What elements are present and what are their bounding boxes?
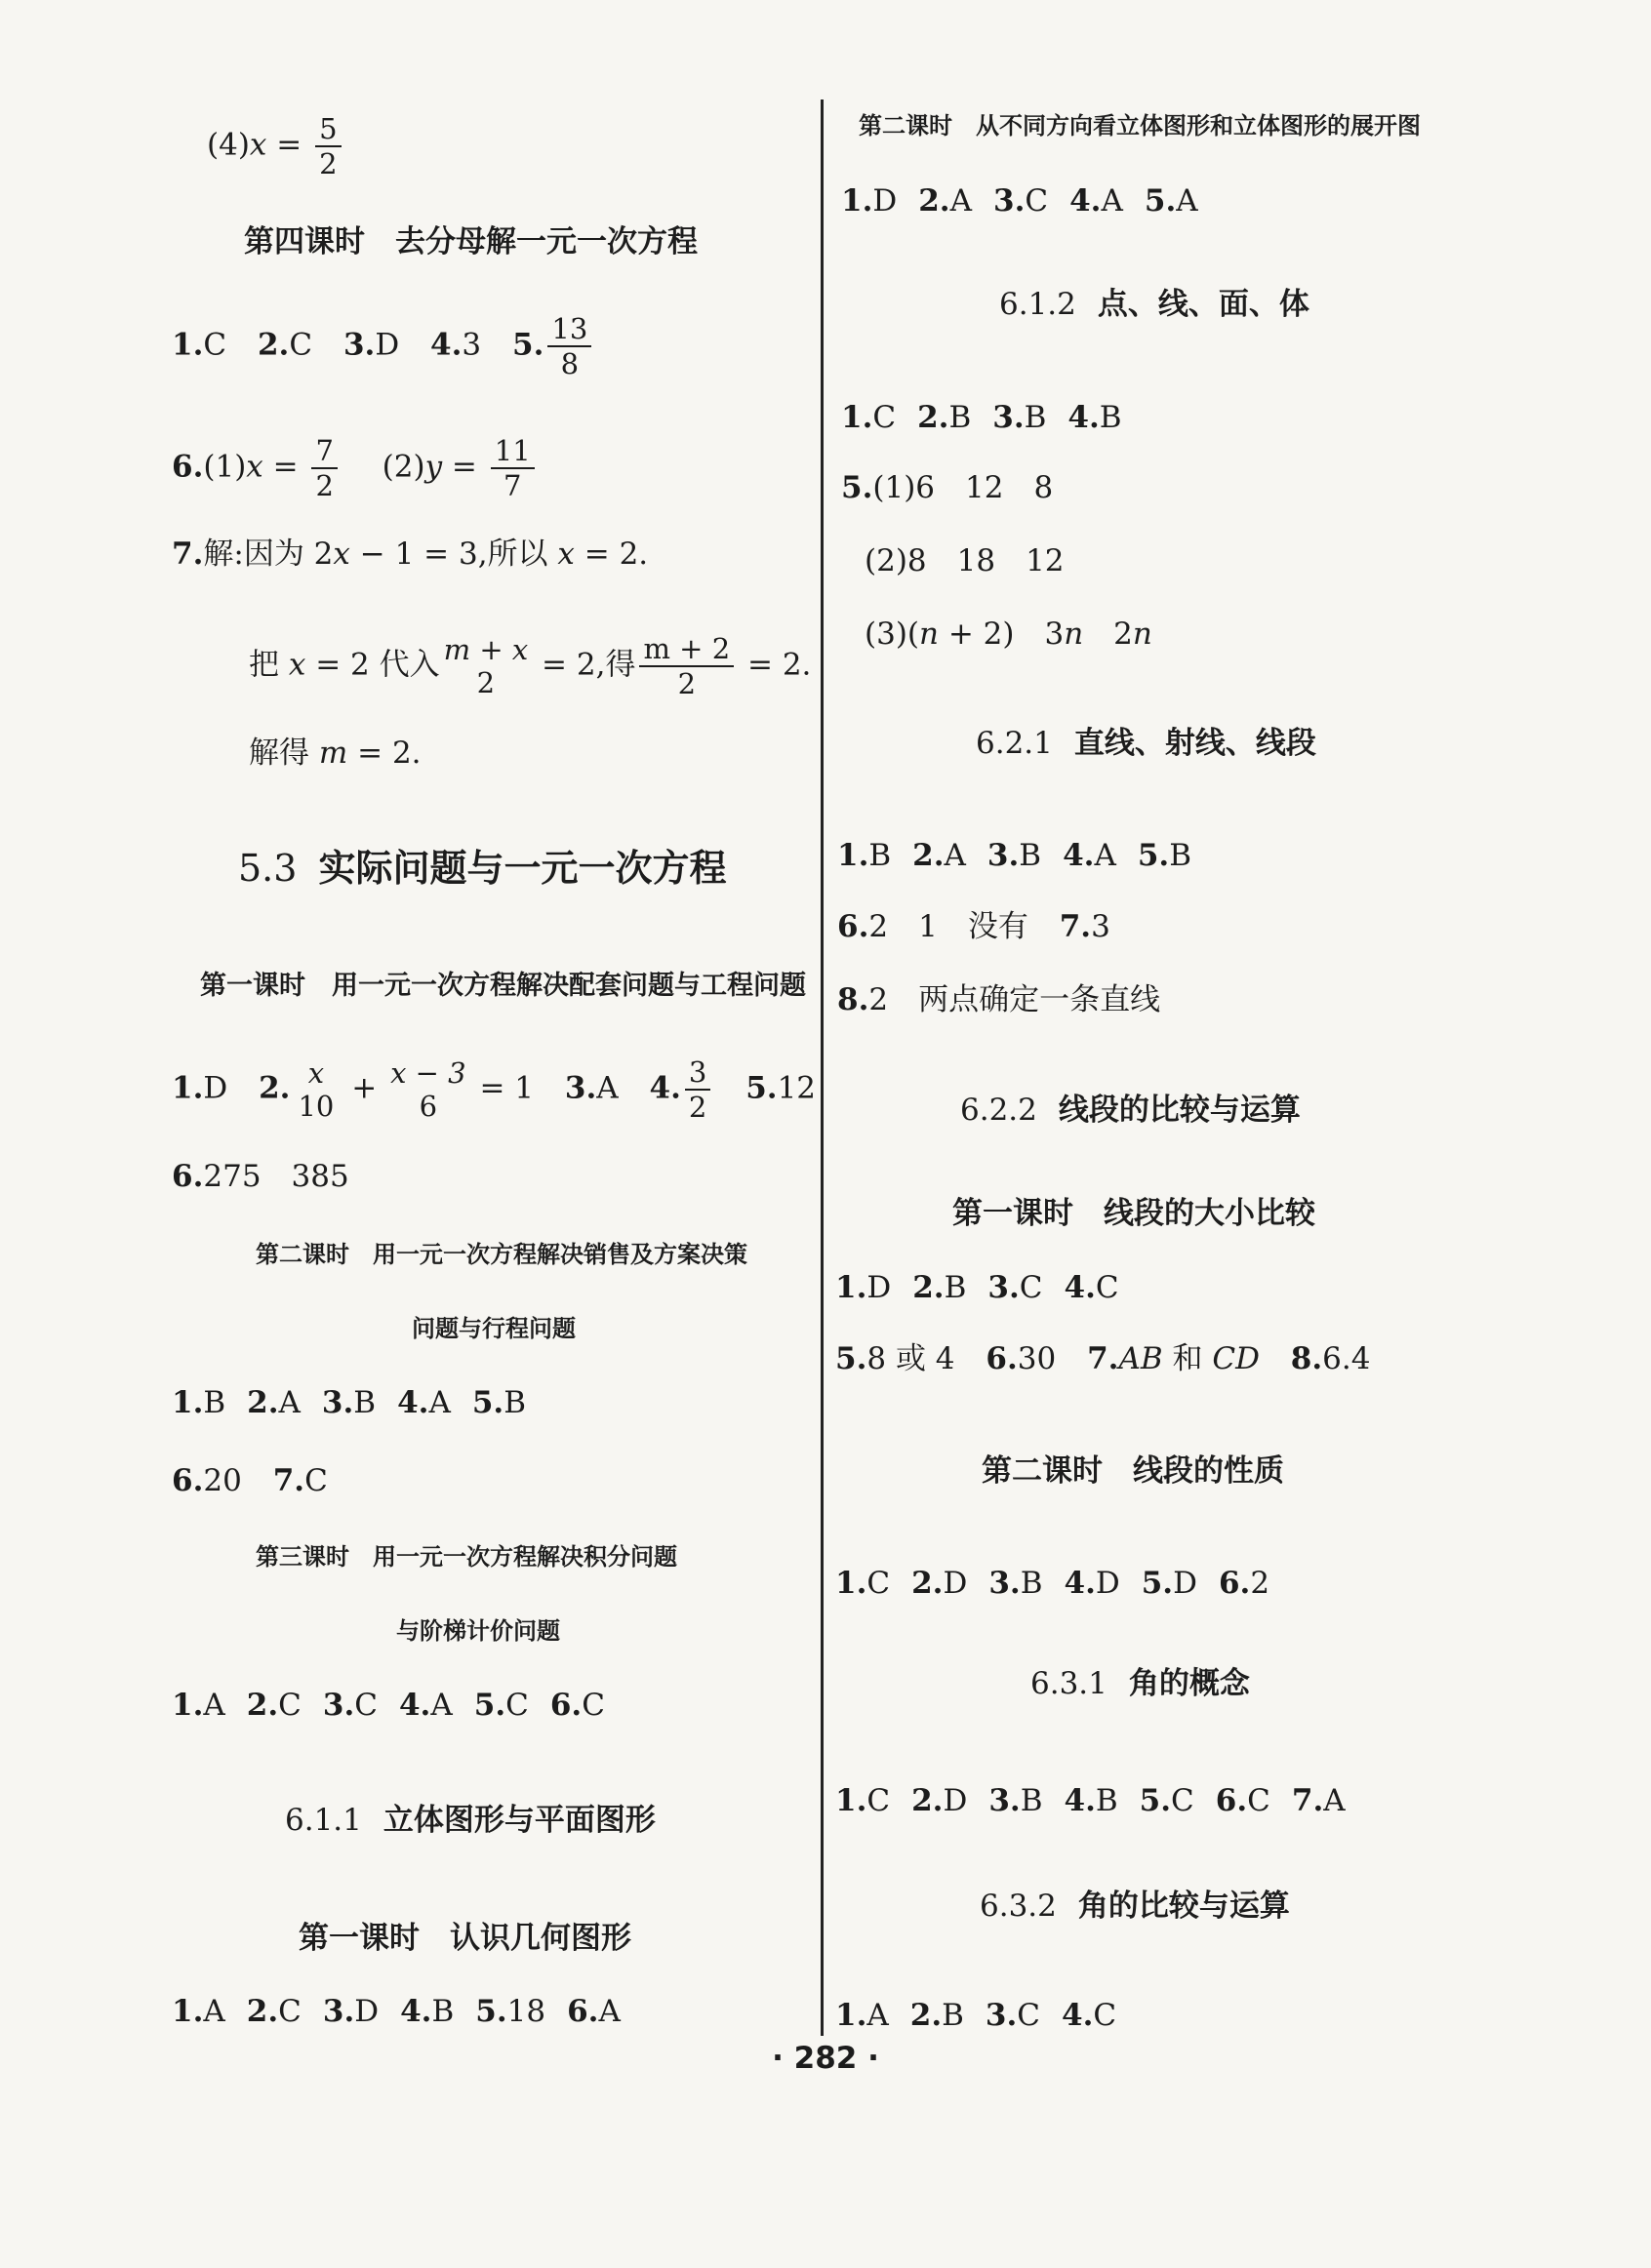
denominator: 2 — [476, 666, 496, 699]
answer: C — [278, 1688, 302, 1723]
lesson-heading: 第二课时 用一元一次方程解决销售及方案决策 — [256, 1241, 747, 1268]
text: = 2,得 — [532, 647, 636, 683]
answer-line — [172, 1992, 621, 2031]
text: − 1 = 3,所以 — [349, 537, 558, 572]
answer: C — [1247, 1783, 1270, 1818]
answer: 6.4 — [1322, 1341, 1371, 1376]
question-number: 2. — [257, 327, 290, 363]
answer: A — [1323, 1783, 1346, 1818]
section-heading — [999, 285, 1309, 324]
question-number: 8. — [1290, 1341, 1323, 1376]
question-number: 1. — [835, 1783, 867, 1818]
numerator: 13 — [547, 312, 591, 347]
answer-line — [172, 1055, 816, 1124]
fraction — [491, 434, 535, 502]
question-number: 1. — [841, 400, 873, 435]
lesson-heading: 第一课时 线段的大小比较 — [952, 1196, 1315, 1231]
answer: D — [375, 327, 400, 363]
answer: D — [943, 1566, 968, 1601]
question-number: 4. — [649, 1070, 681, 1106]
answer: B — [353, 1385, 377, 1420]
page-number: · 282 · — [772, 2041, 879, 2076]
answer: A — [203, 1688, 225, 1723]
answer-line — [837, 907, 1110, 946]
answer: 20 — [203, 1463, 242, 1498]
denominator: 2 — [319, 147, 338, 180]
answer: A — [949, 183, 972, 219]
text: 解:因为 2 — [203, 537, 334, 572]
section-number: 5.3 — [238, 847, 298, 890]
denominator: 2 — [677, 667, 697, 700]
question-number: 6. — [172, 449, 204, 485]
text: 解得 — [249, 736, 319, 771]
question-number: 3. — [987, 1270, 1020, 1305]
section-heading — [980, 1887, 1290, 1926]
question-number: 7. — [1087, 1341, 1119, 1376]
section-heading — [285, 1801, 656, 1840]
section-heading — [238, 845, 726, 892]
fraction — [639, 632, 734, 700]
section-title: 线段的比较与运算 — [1058, 1093, 1301, 1128]
fraction — [547, 312, 591, 380]
answer-line — [835, 1268, 1119, 1307]
answer: B — [1020, 1566, 1043, 1601]
answer: (1)6 12 8 — [872, 470, 1054, 505]
question-number: 3. — [321, 1385, 354, 1420]
answer: 12 — [777, 1070, 817, 1106]
question-number: 4. — [1064, 1566, 1096, 1601]
answer: A — [278, 1385, 301, 1420]
numerator: 5 — [315, 112, 341, 147]
answer-line — [835, 1564, 1269, 1603]
answer: C — [505, 1688, 529, 1723]
question-number: 6. — [1215, 1783, 1248, 1818]
numerator: 3 — [685, 1055, 710, 1091]
answer: C — [1017, 1998, 1041, 2033]
question-number: 3. — [988, 1783, 1021, 1818]
answer: D — [1095, 1566, 1120, 1601]
item-label: (4) — [207, 127, 250, 163]
answer-5-line-3 — [865, 615, 1152, 654]
answer: A — [598, 1994, 621, 2029]
answer: 2 两点确定一条直线 — [868, 982, 1161, 1017]
lesson-heading: 第四课时 去分母解一元一次方程 — [244, 224, 698, 259]
answer: B — [1019, 838, 1042, 873]
answer: C — [1093, 1998, 1117, 2033]
variable: n — [1132, 617, 1152, 652]
variable: m — [318, 736, 348, 771]
text: = 2. — [574, 537, 649, 572]
answer-line — [835, 1996, 1116, 2035]
answer: 2 1 没有 — [868, 909, 1028, 944]
answer: C — [866, 1783, 891, 1818]
question-number: 5. — [1137, 838, 1170, 873]
question-number: 3. — [992, 400, 1025, 435]
answer: D — [866, 1270, 892, 1305]
question-number: 7. — [272, 1463, 305, 1498]
text: = 2. — [738, 647, 812, 683]
equals: = — [442, 449, 487, 485]
question-number: 1. — [841, 183, 873, 219]
question-number: 4. — [400, 1994, 432, 2029]
answer-line — [172, 1383, 526, 1422]
answer: D — [354, 1994, 380, 2029]
fraction — [390, 1056, 466, 1123]
variable: y — [424, 449, 443, 485]
question-number: 4. — [1064, 1270, 1096, 1305]
answer: C — [866, 1566, 891, 1601]
section-title: 实际问题与一元一次方程 — [318, 847, 727, 890]
question-number: 5. — [835, 1341, 867, 1376]
question-number: 5. — [471, 1385, 504, 1420]
answer: A — [866, 1998, 889, 2033]
question-number: 1. — [172, 327, 204, 363]
question-number: 3. — [322, 1688, 355, 1723]
answer-line — [835, 1781, 1346, 1820]
section-number: 6.3.2 — [980, 1889, 1057, 1924]
question-number: 3. — [322, 1994, 355, 2029]
answer-line — [841, 398, 1122, 437]
numerator: 7 — [311, 434, 337, 469]
question-number: 3. — [988, 1566, 1021, 1601]
section-number: 6.2.2 — [960, 1093, 1037, 1128]
answer: D — [203, 1070, 228, 1106]
question-number: 4. — [398, 1688, 431, 1723]
text: 和 — [1162, 1341, 1213, 1376]
answer: C — [872, 400, 897, 435]
question-number: 3. — [993, 183, 1026, 219]
variable: x — [333, 537, 350, 572]
answer: 18 — [506, 1994, 546, 2029]
question-number: 2. — [246, 1688, 279, 1723]
question-number: 3. — [564, 1070, 597, 1106]
answer: A — [428, 1385, 451, 1420]
question-number: 2. — [246, 1994, 279, 2029]
answer-line — [835, 1339, 1370, 1378]
question-number: 4. — [1067, 400, 1100, 435]
question-number: 2. — [918, 183, 950, 219]
answer: B — [1024, 400, 1047, 435]
answer-line — [837, 836, 1191, 875]
answer: 3 — [1091, 909, 1110, 944]
text: + — [342, 1070, 387, 1106]
variable: x — [288, 647, 306, 683]
question-number: 1. — [837, 838, 869, 873]
answer: B — [503, 1385, 526, 1420]
denominator: 7 — [503, 469, 522, 502]
answer: AB — [1118, 1341, 1163, 1376]
section-number: 6.2.1 — [976, 726, 1053, 761]
question-number: 2. — [911, 1783, 944, 1818]
question-number: 1. — [172, 1385, 204, 1420]
answer: A — [203, 1994, 225, 2029]
question-number: 5. — [512, 327, 544, 363]
lesson-heading: 第三课时 用一元一次方程解决积分问题 — [256, 1543, 677, 1571]
text: = 1 — [469, 1070, 535, 1106]
section-heading — [960, 1091, 1301, 1130]
question-number: 5. — [745, 1070, 778, 1106]
variable: n — [1064, 617, 1084, 652]
denominator: 2 — [315, 469, 334, 502]
fraction — [294, 1056, 338, 1123]
question-number: 2. — [912, 838, 945, 873]
numerator: x − 3 — [390, 1056, 466, 1090]
lesson-heading-cont: 与阶梯计价问题 — [396, 1617, 560, 1645]
answer-line — [841, 181, 1198, 220]
question-number: 2. — [247, 1385, 279, 1420]
question-number: 6. — [986, 1341, 1018, 1376]
lesson-heading-cont: 问题与行程问题 — [412, 1315, 576, 1342]
answer: C — [1095, 1270, 1119, 1305]
denominator: 8 — [560, 347, 580, 380]
question-number: 6. — [549, 1688, 583, 1723]
answer-7-line-1 — [172, 535, 648, 574]
answer: B — [1169, 838, 1191, 873]
question-number: 6. — [837, 909, 869, 944]
fraction — [315, 112, 341, 180]
question-number: 7. — [172, 537, 204, 572]
section-title: 直线、射线、线段 — [1073, 726, 1316, 761]
question-number: 5. — [1144, 183, 1177, 219]
numerator: m + 2 — [639, 632, 734, 667]
answer: B — [431, 1994, 455, 2029]
question-number: 7. — [1059, 909, 1092, 944]
answer: C — [1019, 1270, 1043, 1305]
variable: x — [246, 449, 263, 485]
question-number: 4. — [1063, 838, 1095, 873]
answer-5-line-2: (2)8 18 12 — [865, 543, 1065, 578]
lesson-heading: 第一课时 认识几何图形 — [299, 1921, 631, 1956]
question-number: 6. — [1218, 1566, 1251, 1601]
fraction — [311, 434, 337, 502]
answer: A — [944, 838, 966, 873]
answer: B — [868, 838, 892, 873]
question-number: 5. — [475, 1994, 507, 2029]
text: 2 — [1083, 617, 1133, 652]
text: = 2. — [347, 736, 422, 771]
question-number: 3. — [985, 1998, 1018, 2033]
question-number: 1. — [172, 1994, 204, 2029]
question-number: 5. — [1139, 1783, 1172, 1818]
answer: 30 — [1017, 1341, 1057, 1376]
question-number: 6. — [567, 1994, 599, 2029]
answer: D — [872, 183, 898, 219]
variable: x — [557, 537, 575, 572]
denominator: 10 — [298, 1090, 335, 1123]
numerator: 11 — [491, 434, 535, 469]
column-divider — [821, 99, 824, 2036]
question-number: 4. — [430, 327, 463, 363]
answer: A — [1094, 838, 1116, 873]
text: + 2) 3 — [938, 617, 1065, 652]
fraction — [685, 1055, 710, 1124]
question-number: 2. — [911, 1566, 944, 1601]
text: 把 — [249, 647, 289, 683]
question-number: 3. — [342, 327, 376, 363]
answer-7-line-2 — [249, 632, 811, 700]
answer: C — [1171, 1783, 1194, 1818]
question-number: 1. — [172, 1688, 204, 1723]
answer: C — [203, 327, 227, 363]
denominator: 2 — [688, 1091, 707, 1124]
equals: = — [262, 449, 308, 485]
question-number: 1. — [835, 1998, 867, 2033]
section-title: 角的概念 — [1128, 1666, 1250, 1701]
text: = 2 代入 — [305, 647, 440, 683]
answer-4-line — [207, 112, 345, 180]
answer: C — [289, 327, 313, 363]
question-number: 4. — [397, 1385, 429, 1420]
question-number: 3. — [987, 838, 1020, 873]
section-title: 点、线、面、体 — [1097, 287, 1309, 322]
answer-line — [172, 1461, 328, 1500]
fraction — [444, 633, 529, 699]
answer: B — [203, 1385, 226, 1420]
question-number: 8. — [837, 982, 869, 1017]
answer: C — [1025, 183, 1049, 219]
answer: C — [278, 1994, 302, 2029]
section-heading — [1030, 1664, 1250, 1703]
question-number: 5. — [841, 470, 873, 505]
section-number: 6.3.1 — [1030, 1666, 1107, 1701]
answer: 275 385 — [203, 1159, 349, 1194]
answer: D — [943, 1783, 968, 1818]
lesson-heading: 第二课时 从不同方向看立体图形和立体图形的展开图 — [859, 112, 1421, 139]
numerator: m + x — [443, 633, 529, 666]
item-label: (1) — [203, 449, 247, 485]
section-number: 6.1.1 — [285, 1803, 362, 1838]
variable: x — [249, 127, 267, 163]
answer-line — [172, 1686, 605, 1725]
question-number: 6. — [172, 1159, 204, 1194]
answer: B — [1095, 1783, 1118, 1818]
question-number: 1. — [835, 1566, 867, 1601]
answer: CD — [1212, 1341, 1260, 1376]
variable: n — [919, 617, 939, 652]
answer: B — [948, 400, 972, 435]
section-heading — [976, 724, 1316, 763]
section-title: 立体图形与平面图形 — [383, 1803, 656, 1838]
answer: 2 — [1250, 1566, 1270, 1601]
answer-6-line — [172, 434, 539, 502]
question-number: 2. — [917, 400, 949, 435]
answer: C — [354, 1688, 378, 1723]
answer: A — [1101, 183, 1123, 219]
answer-5-line-1 — [841, 468, 1053, 507]
question-number: 5. — [1141, 1566, 1174, 1601]
answer: 3 — [462, 327, 482, 363]
item-label: (2) — [382, 449, 425, 485]
equals: = — [266, 127, 312, 163]
lesson-heading: 第一课时 用一元一次方程解决配套问题与工程问题 — [200, 971, 806, 1001]
answer-7-line-3 — [249, 734, 422, 773]
lesson-heading: 第二课时 线段的性质 — [982, 1453, 1284, 1489]
answer: B — [1020, 1783, 1043, 1818]
answer: B — [944, 1270, 967, 1305]
answer: C — [304, 1463, 328, 1498]
denominator: 6 — [419, 1090, 438, 1123]
answer-line — [172, 1157, 349, 1196]
question-number: 4. — [1064, 1783, 1096, 1818]
answer: A — [430, 1688, 453, 1723]
section-title: 角的比较与运算 — [1077, 1889, 1290, 1924]
answer: C — [582, 1688, 605, 1723]
question-number: 2. — [909, 1998, 943, 2033]
question-number: 2. — [259, 1070, 291, 1106]
question-number: 7. — [1291, 1783, 1324, 1818]
answer: B — [942, 1998, 964, 2033]
question-number: 2. — [912, 1270, 945, 1305]
question-number: 5. — [473, 1688, 506, 1723]
answer: 8 或 4 — [866, 1341, 955, 1376]
answer-line — [837, 980, 1160, 1019]
answer: B — [1099, 400, 1122, 435]
answer-line — [172, 312, 595, 380]
text: (3)( — [865, 617, 920, 652]
answer: A — [1176, 183, 1198, 219]
question-number: 4. — [1069, 183, 1102, 219]
question-number: 4. — [1062, 1998, 1094, 2033]
question-number: 1. — [172, 1070, 204, 1106]
answer: D — [1173, 1566, 1197, 1601]
section-number: 6.1.2 — [999, 287, 1076, 322]
question-number: 1. — [835, 1270, 867, 1305]
numerator: x — [307, 1056, 325, 1090]
question-number: 6. — [172, 1463, 204, 1498]
answer: A — [596, 1070, 619, 1106]
